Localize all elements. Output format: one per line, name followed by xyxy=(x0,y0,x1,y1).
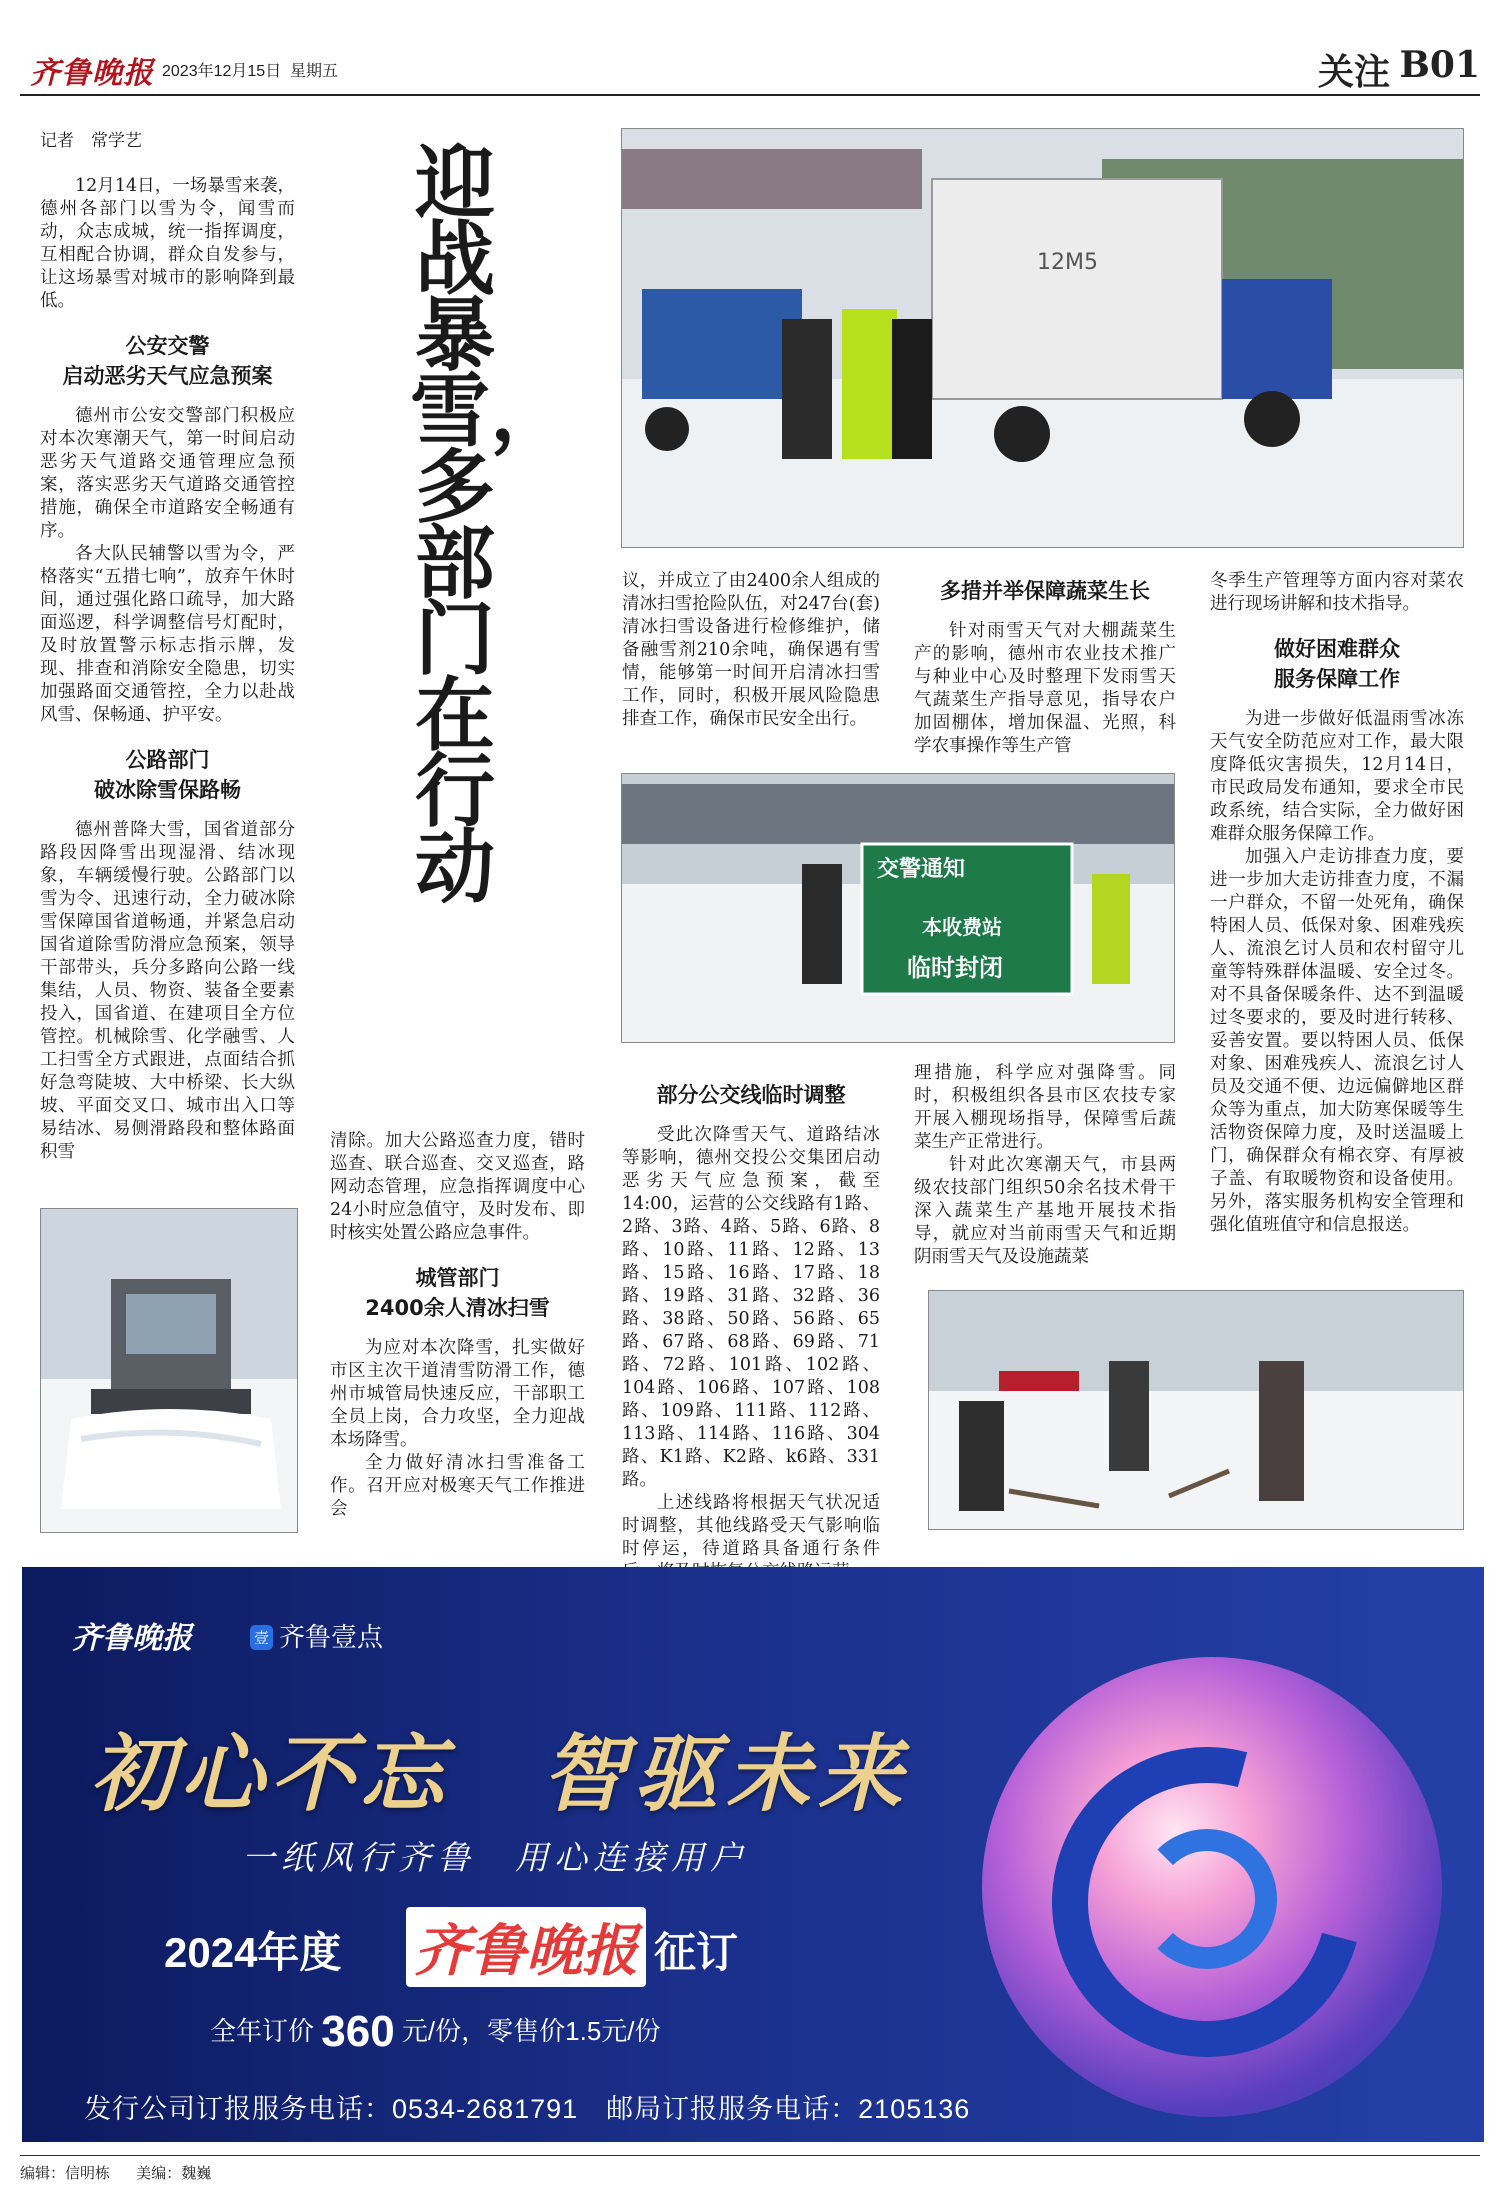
ad-logo-core xyxy=(1137,1829,1277,1969)
price-value: 360 xyxy=(321,2007,395,2056)
subhead-vegetables: 多措并举保障蔬菜生长 xyxy=(940,579,1150,603)
ad-app-label: 齐鲁壹点 xyxy=(279,1622,384,1652)
article-column-3-bottom xyxy=(622,1070,880,1584)
paragraph: 针对此次寒潮天气，市县两级农技部门组织50余名技术骨干深入蔬菜生产基地开展技术指导，就应对当前雨雪天气和近期阴雨雪天气及设施蔬菜 xyxy=(914,1155,1176,1267)
article-column-1 xyxy=(40,130,295,1164)
sign-image xyxy=(622,774,1175,1043)
article-column-4 xyxy=(914,566,1176,758)
ad-masthead-logo: 齐鲁晚报 xyxy=(72,1621,192,1656)
sign-text-2: 本收费站 xyxy=(922,915,1002,939)
app-badge-icon: 壹 xyxy=(250,1625,273,1650)
paragraph: 全力做好清冰扫雪准备工作。召开应对极寒天气工作推进会 xyxy=(330,1453,585,1519)
paragraph: 德州普降大雪，国省道部分路段因降雪出现湿滑、结冰现象，车辆缓慢行驶。公路部门以雪为令、迅速行动，全力破冰除雪保障国省道畅通，并紧急启动国省道除雪防滑应急预案，领导干部带头，兵分多路向公路一线集结，人员、物资、装备全要素投入，国省道、在建项目全方位管控。机械除雪、化学融雪、人工扫雪全方式跟进，点面结合抓好急弯陡坡、大中桥梁、长大纵坡、平面交叉口、城市出入口等易结冰、易侧滑路段和整体路面积雪 xyxy=(40,820,295,1162)
paragraph: 加强入户走访排查力度，要进一步加大走访排查力度，不漏一户群众，不留一处死角，确保特困人员、低保对象、困难残疾人、流浪乞讨人员和农村留守儿童等特殊群体温暖、安全过冬。对不具备保暖条件、达不到温暖过冬要求的，要及时进行转移、妥善安置。要以特困人员、低保对象、困难残疾人、流浪乞讨人员及交通不便、边远偏僻地区群众等为重点，加大防寒保暖等生活物资保障力度，及时送温暖上门，确保群众有棉衣穿、有厚被子盖、有取暖物资和设备使用。另外，落实服务机构安全管理和强化值班值守和信息报送。 xyxy=(1210,847,1464,1235)
photo-snowplow xyxy=(40,1208,298,1533)
masthead-logo: 齐鲁晚报 xyxy=(30,56,154,91)
headline-line-2: 多部门在行动 xyxy=(415,440,495,914)
shoveling-image xyxy=(929,1291,1464,1530)
article-column-5 xyxy=(914,1062,1176,1269)
photo-toll-closed-sign xyxy=(621,773,1175,1043)
subhead-urban: 城管部门 2400余人清冰扫雪 xyxy=(365,1266,550,1320)
page-number: B01 xyxy=(1399,44,1480,86)
main-headline xyxy=(410,136,570,914)
snowplow-image xyxy=(41,1209,298,1533)
paragraph: 冬季生产管理等方面内容对菜农进行现场讲解和技术指导。 xyxy=(1210,571,1464,614)
editor-credit: 编辑：信明栋 xyxy=(20,2165,111,2182)
headline-line-1: 迎战暴雪， xyxy=(410,136,570,458)
paragraph: 德州市公安交警部门积极应对本次寒潮天气，第一时间启动恶劣天气道路交通管理应急预案，落实恶劣天气道路交通管控措施，确保全市道路安全畅通有序。 xyxy=(40,406,295,541)
sign-text-3: 临时封闭 xyxy=(907,954,1003,982)
designer-credit: 美编：魏巍 xyxy=(136,2165,212,2182)
truck-image xyxy=(622,129,1464,548)
subscription-ad-banner[interactable] xyxy=(22,1567,1484,2142)
page-footer xyxy=(20,2155,1480,2183)
ad-brand: 齐鲁晚报 xyxy=(406,1907,646,1987)
byline: 记者 常学艺 xyxy=(40,131,142,151)
paragraph: 清除。加大公路巡查力度，错时巡查、联合巡查、交叉巡查，路网动态管理，应急指挥调度中心24小时应急值守，及时发布、即时核实处置公路应急事件。 xyxy=(330,1131,585,1243)
truck-plate-text: 12M5 xyxy=(1037,250,1098,275)
article-column-2 xyxy=(330,1130,585,1521)
ad-subtitle: 一纸风行齐鲁 用心连接用户 xyxy=(242,1838,749,1877)
ad-phone-numbers[interactable]: 发行公司订报服务电话：0534-2681791 邮局订报服务电话：2105136 xyxy=(84,2094,971,2124)
ad-subscribe: 征订 xyxy=(654,1929,739,1976)
subhead-highway: 公路部门 破冰除雪保路畅 xyxy=(94,748,241,802)
paragraph: 针对雨雪天气对大棚蔬菜生产的影响，德州市农业技术推广与种业中心及时整理下发雨雪天气蔬菜生产指导意见，指导农户加固棚体，增加保温、光照，科学农事操作等生产管 xyxy=(914,621,1176,756)
page-header xyxy=(20,38,1480,96)
sign-text-1: 交警通知 xyxy=(877,857,966,882)
paragraph: 上述线路将根据天气状况适时调整，其他线路受天气影响临时停运，待道路具备通行条件 xyxy=(622,1493,880,1559)
subhead-civil-affairs: 做好困难群众 服务保障工作 xyxy=(1274,637,1400,691)
paragraph: 为进一步做好低温雨雪冰冻天气安全防范应对工作，最大限度降低灾害损失，12月14日，市民政局发布通知，要求全市民政系统，结合实际，全力做好困难群众服务保障工作。 xyxy=(1210,709,1464,844)
article-column-6 xyxy=(1210,570,1464,1237)
ad-slogan-left: 初心不忘 xyxy=(90,1724,451,1823)
paragraph: 理措施，科学应对强降雪。同时，积极组织各县市区农技专家开展入棚现场指导，保障雪后蔬菜生产正常进行。 xyxy=(914,1063,1176,1152)
price-suffix: 元/份，零售价1.5元/份 xyxy=(401,2016,661,2046)
ad-price xyxy=(210,2007,661,2057)
ad-slogan-right: 智驱未来 xyxy=(542,1724,911,1823)
paragraph: 受此次降雪天气、道路结冰等影响，德州交投公交集团启动恶劣天气应急预案，截至14:00，运营的公交线路有1路、2路、3路、4路、5路、6路、8路、10路、11路、12路、13路、15路、16路、17路、18路、19路、31路、32路、36路、38路、50路、56路、65路、67路、68路、69路、71路、72路、101路、102路、104路、106路、107路、108路、109路、111路、112路、113路、114路、116路、304路、K1路、K2路、k6路、331路。 xyxy=(622,1125,880,1490)
issue-weekday: 星期五 xyxy=(290,63,339,80)
paragraph: 各大队民辅警以雪为令，严格落实“五措七响”，放弃午休时间，通过强化路口疏导，加大路面巡逻，科学调整信号灯配时，及时放置警示标志指示牌，发现、排查和消除安全隐患，切实加强路面交通管控，全力以赴战风雪、保畅通、护平安。 xyxy=(40,544,295,725)
subhead-police: 公安交警 启动恶劣天气应急预案 xyxy=(62,334,273,388)
article-column-3 xyxy=(622,570,880,731)
photo-pushing-truck xyxy=(621,128,1464,548)
issue-date: 2023年12月15日 xyxy=(162,63,282,80)
price-prefix: 全年订价 xyxy=(210,2016,315,2046)
lead-paragraph: 12月14日，一场暴雪来袭，德州各部门以雪为令，闻雪而动，众志成城，统一指挥调度，互相配合协调，群众自发参与，让这场暴雪对城市的影响降到最低。 xyxy=(40,176,295,311)
paragraph: 议，并成立了由2400余人组成的清冰扫雪抢险队伍，对247台(套)清冰扫雪设备进行检修维护，储备融雪剂210余吨，确保遇有雪情，能够第一时间开启清冰扫雪工作，同时，积极开展风险隐患排查工作，确保市民安全出行。 xyxy=(622,571,880,729)
section-name: 关注 xyxy=(1317,51,1390,93)
ad-app-name xyxy=(250,1617,383,1654)
subhead-bus: 部分公交线临时调整 xyxy=(656,1083,846,1107)
photo-shoveling-snow xyxy=(928,1290,1464,1530)
ad-year: 2024年度 xyxy=(164,1929,342,1976)
paragraph: 为应对本次降雪，扎实做好市区主次干道清雪防滑工作，德州市城管局快速反应，干部职工全员上岗，合力攻坚，全力迎战本场降雪。 xyxy=(330,1338,585,1450)
